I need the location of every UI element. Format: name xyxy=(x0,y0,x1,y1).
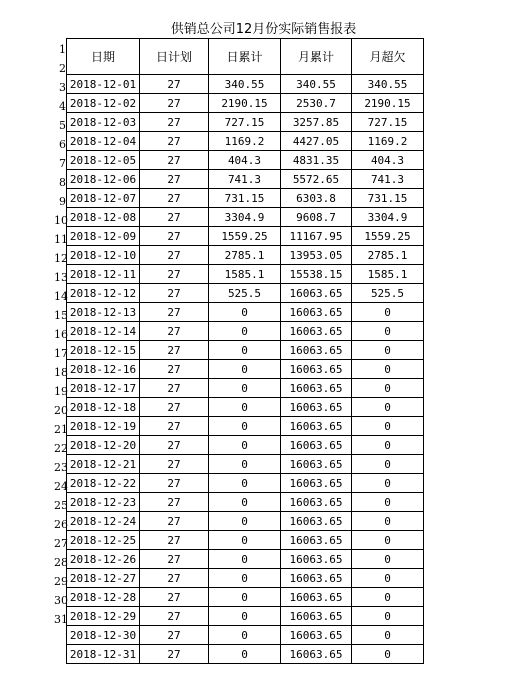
cell-daily-total[interactable]: 0 xyxy=(209,512,281,531)
cell-monthly-total[interactable]: 16063.65 xyxy=(281,607,352,626)
cell-monthly-total[interactable]: 16063.65 xyxy=(281,379,352,398)
header-date[interactable]: 日期 xyxy=(67,39,140,75)
cell-daily-total[interactable]: 0 xyxy=(209,341,281,360)
cell-monthly-total[interactable]: 16063.65 xyxy=(281,531,352,550)
cell-daily-plan[interactable]: 27 xyxy=(140,569,209,588)
cell-daily-plan[interactable]: 27 xyxy=(140,227,209,246)
cell-monthly-total[interactable]: 16063.65 xyxy=(281,588,352,607)
cell-daily-plan[interactable]: 27 xyxy=(140,417,209,436)
cell-monthly-variance[interactable]: 0 xyxy=(352,341,424,360)
cell-monthly-total[interactable]: 16063.65 xyxy=(281,417,352,436)
cell-monthly-total[interactable]: 16063.65 xyxy=(281,474,352,493)
cell-monthly-total[interactable]: 4831.35 xyxy=(281,151,352,170)
cell-date[interactable]: 2018-12-25 xyxy=(67,531,140,550)
cell-monthly-variance[interactable]: 0 xyxy=(352,360,424,379)
cell-monthly-total[interactable]: 16063.65 xyxy=(281,398,352,417)
sales-table xyxy=(66,38,424,664)
cell-daily-plan[interactable]: 27 xyxy=(140,360,209,379)
cell-daily-total[interactable]: 0 xyxy=(209,417,281,436)
row-number: 3 xyxy=(59,81,66,94)
cell-date[interactable]: 2018-12-31 xyxy=(67,645,140,664)
cell-monthly-variance[interactable]: 0 xyxy=(352,417,424,436)
cell-daily-total[interactable]: 1169.2 xyxy=(209,132,281,151)
cell-daily-plan[interactable]: 27 xyxy=(140,303,209,322)
cell-monthly-total[interactable]: 16063.65 xyxy=(281,645,352,664)
row-number: 7 xyxy=(59,157,66,170)
cell-monthly-variance[interactable]: 0 xyxy=(352,512,424,531)
cell-date[interactable]: 2018-12-20 xyxy=(67,436,140,455)
table-row xyxy=(67,360,424,379)
table-row xyxy=(67,132,424,151)
cell-monthly-total[interactable]: 16063.65 xyxy=(281,512,352,531)
cell-monthly-total[interactable]: 16063.65 xyxy=(281,626,352,645)
cell-daily-total[interactable]: 2785.1 xyxy=(209,246,281,265)
cell-date[interactable]: 2018-12-03 xyxy=(67,113,140,132)
cell-monthly-total[interactable]: 3257.85 xyxy=(281,113,352,132)
row-number: 28 xyxy=(54,556,68,569)
row-number: 23 xyxy=(54,461,68,474)
cell-daily-plan[interactable]: 27 xyxy=(140,607,209,626)
table-row xyxy=(67,531,424,550)
cell-date[interactable]: 2018-12-14 xyxy=(67,322,140,341)
cell-monthly-total[interactable]: 4427.05 xyxy=(281,132,352,151)
cell-daily-plan[interactable]: 27 xyxy=(140,341,209,360)
cell-daily-total[interactable]: 1585.1 xyxy=(209,265,281,284)
row-number: 10 xyxy=(54,214,68,227)
row-number: 1 xyxy=(59,43,66,56)
header-monthly-variance[interactable]: 月超欠 xyxy=(352,39,424,75)
row-number: 26 xyxy=(54,518,68,531)
cell-monthly-variance[interactable]: 0 xyxy=(352,493,424,512)
cell-monthly-variance[interactable]: 0 xyxy=(352,303,424,322)
cell-monthly-total[interactable]: 9608.7 xyxy=(281,208,352,227)
cell-daily-plan[interactable]: 27 xyxy=(140,645,209,664)
cell-daily-plan[interactable]: 27 xyxy=(140,132,209,151)
cell-daily-total[interactable]: 0 xyxy=(209,569,281,588)
cell-daily-plan[interactable]: 27 xyxy=(140,189,209,208)
cell-monthly-total[interactable]: 16063.65 xyxy=(281,455,352,474)
row-number: 25 xyxy=(54,499,68,512)
row-number: 27 xyxy=(54,537,68,550)
cell-monthly-variance[interactable]: 0 xyxy=(352,436,424,455)
cell-daily-plan[interactable]: 27 xyxy=(140,379,209,398)
cell-daily-total[interactable]: 0 xyxy=(209,531,281,550)
table-row xyxy=(67,588,424,607)
cell-daily-plan[interactable]: 27 xyxy=(140,398,209,417)
table-row xyxy=(67,208,424,227)
cell-daily-total[interactable]: 0 xyxy=(209,379,281,398)
row-number: 11 xyxy=(54,233,68,246)
cell-daily-plan[interactable]: 27 xyxy=(140,284,209,303)
cell-date[interactable]: 2018-12-02 xyxy=(67,94,140,113)
header-monthly-total[interactable]: 月累计 xyxy=(281,39,352,75)
cell-daily-total[interactable]: 0 xyxy=(209,303,281,322)
cell-daily-plan[interactable]: 27 xyxy=(140,455,209,474)
row-number: 18 xyxy=(54,366,68,379)
cell-daily-plan[interactable]: 27 xyxy=(140,474,209,493)
table-row xyxy=(67,474,424,493)
cell-daily-total[interactable]: 0 xyxy=(209,474,281,493)
cell-daily-plan[interactable]: 27 xyxy=(140,246,209,265)
cell-daily-plan[interactable]: 27 xyxy=(140,113,209,132)
cell-daily-plan[interactable]: 27 xyxy=(140,626,209,645)
cell-monthly-variance[interactable]: 741.3 xyxy=(352,170,424,189)
table-row xyxy=(67,417,424,436)
row-number-column xyxy=(54,40,66,629)
cell-date[interactable]: 2018-12-29 xyxy=(67,607,140,626)
cell-monthly-variance[interactable]: 404.3 xyxy=(352,151,424,170)
row-number: 2 xyxy=(59,62,66,75)
cell-daily-total[interactable]: 340.55 xyxy=(209,75,281,94)
row-number: 30 xyxy=(54,594,68,607)
cell-date[interactable]: 2018-12-11 xyxy=(67,265,140,284)
table-row xyxy=(67,322,424,341)
row-number: 20 xyxy=(54,404,68,417)
cell-daily-total[interactable]: 0 xyxy=(209,607,281,626)
cell-daily-total[interactable]: 525.5 xyxy=(209,284,281,303)
cell-date[interactable]: 2018-12-06 xyxy=(67,170,140,189)
cell-daily-total[interactable]: 3304.9 xyxy=(209,208,281,227)
cell-monthly-total[interactable]: 15538.15 xyxy=(281,265,352,284)
cell-monthly-variance[interactable]: 2785.1 xyxy=(352,246,424,265)
cell-date[interactable]: 2018-12-23 xyxy=(67,493,140,512)
cell-date[interactable]: 2018-12-01 xyxy=(67,75,140,94)
cell-monthly-variance[interactable]: 0 xyxy=(352,645,424,664)
cell-date[interactable]: 2018-12-08 xyxy=(67,208,140,227)
cell-monthly-total[interactable]: 16063.65 xyxy=(281,341,352,360)
row-number: 16 xyxy=(54,328,68,341)
cell-monthly-total[interactable]: 16063.65 xyxy=(281,322,352,341)
cell-daily-total[interactable]: 727.15 xyxy=(209,113,281,132)
table-row xyxy=(67,170,424,189)
cell-monthly-variance[interactable]: 340.55 xyxy=(352,75,424,94)
cell-daily-total[interactable]: 0 xyxy=(209,360,281,379)
cell-date[interactable]: 2018-12-04 xyxy=(67,132,140,151)
table-row xyxy=(67,246,424,265)
cell-date[interactable]: 2018-12-21 xyxy=(67,455,140,474)
cell-monthly-total[interactable]: 5572.65 xyxy=(281,170,352,189)
cell-monthly-variance[interactable]: 731.15 xyxy=(352,189,424,208)
table-row xyxy=(67,493,424,512)
row-number: 13 xyxy=(54,271,68,284)
table-row xyxy=(67,341,424,360)
cell-monthly-total[interactable]: 16063.65 xyxy=(281,360,352,379)
cell-monthly-total[interactable]: 340.55 xyxy=(281,75,352,94)
table-row xyxy=(67,303,424,322)
cell-date[interactable]: 2018-12-27 xyxy=(67,569,140,588)
cell-monthly-total[interactable]: 13953.05 xyxy=(281,246,352,265)
cell-monthly-variance[interactable]: 2190.15 xyxy=(352,94,424,113)
cell-daily-total[interactable]: 2190.15 xyxy=(209,94,281,113)
cell-daily-total[interactable]: 0 xyxy=(209,550,281,569)
cell-daily-total[interactable]: 404.3 xyxy=(209,151,281,170)
cell-daily-plan[interactable]: 27 xyxy=(140,322,209,341)
cell-monthly-variance[interactable]: 0 xyxy=(352,322,424,341)
header-row xyxy=(67,39,424,75)
cell-monthly-total[interactable]: 16063.65 xyxy=(281,569,352,588)
cell-monthly-variance[interactable]: 0 xyxy=(352,531,424,550)
table-row xyxy=(67,626,424,645)
table-row xyxy=(67,550,424,569)
row-number: 31 xyxy=(54,613,68,626)
header-daily-total[interactable]: 日累计 xyxy=(209,39,281,75)
row-number: 12 xyxy=(54,252,68,265)
row-number: 14 xyxy=(54,290,68,303)
cell-monthly-variance[interactable]: 0 xyxy=(352,379,424,398)
row-number: 17 xyxy=(54,347,68,360)
table-row xyxy=(67,398,424,417)
row-number: 29 xyxy=(54,575,68,588)
table-row xyxy=(67,151,424,170)
table-row xyxy=(67,436,424,455)
cell-date[interactable]: 2018-12-10 xyxy=(67,246,140,265)
table-row xyxy=(67,569,424,588)
cell-date[interactable]: 2018-12-09 xyxy=(67,227,140,246)
cell-daily-plan[interactable]: 27 xyxy=(140,531,209,550)
cell-daily-plan[interactable]: 27 xyxy=(140,493,209,512)
cell-monthly-variance[interactable]: 1169.2 xyxy=(352,132,424,151)
header-daily-plan[interactable]: 日计划 xyxy=(140,39,209,75)
cell-monthly-variance[interactable]: 525.5 xyxy=(352,284,424,303)
cell-daily-plan[interactable]: 27 xyxy=(140,75,209,94)
cell-date[interactable]: 2018-12-15 xyxy=(67,341,140,360)
cell-monthly-variance[interactable]: 727.15 xyxy=(352,113,424,132)
row-number: 6 xyxy=(59,138,66,151)
cell-date[interactable]: 2018-12-22 xyxy=(67,474,140,493)
cell-date[interactable]: 2018-12-05 xyxy=(67,151,140,170)
cell-monthly-variance[interactable]: 0 xyxy=(352,398,424,417)
row-number: 8 xyxy=(59,176,66,189)
cell-date[interactable]: 2018-12-19 xyxy=(67,417,140,436)
cell-daily-total[interactable]: 741.3 xyxy=(209,170,281,189)
table-row xyxy=(67,94,424,113)
cell-daily-total[interactable]: 0 xyxy=(209,436,281,455)
table-row xyxy=(67,607,424,626)
row-number: 4 xyxy=(59,100,66,113)
cell-monthly-variance[interactable]: 0 xyxy=(352,569,424,588)
cell-monthly-total[interactable]: 16063.65 xyxy=(281,284,352,303)
table-row xyxy=(67,227,424,246)
cell-monthly-total[interactable]: 16063.65 xyxy=(281,436,352,455)
cell-daily-total[interactable]: 0 xyxy=(209,398,281,417)
cell-daily-plan[interactable]: 27 xyxy=(140,151,209,170)
cell-monthly-variance[interactable]: 0 xyxy=(352,550,424,569)
cell-date[interactable]: 2018-12-12 xyxy=(67,284,140,303)
cell-date[interactable]: 2018-12-24 xyxy=(67,512,140,531)
table-row xyxy=(67,284,424,303)
cell-monthly-total[interactable]: 16063.65 xyxy=(281,303,352,322)
cell-date[interactable]: 2018-12-18 xyxy=(67,398,140,417)
cell-monthly-total[interactable]: 6303.8 xyxy=(281,189,352,208)
row-number: 21 xyxy=(54,423,68,436)
cell-date[interactable]: 2018-12-30 xyxy=(67,626,140,645)
cell-date[interactable]: 2018-12-07 xyxy=(67,189,140,208)
row-number: 22 xyxy=(54,442,68,455)
cell-daily-plan[interactable]: 27 xyxy=(140,512,209,531)
cell-monthly-variance[interactable]: 3304.9 xyxy=(352,208,424,227)
cell-daily-total[interactable]: 0 xyxy=(209,455,281,474)
cell-daily-total[interactable]: 0 xyxy=(209,626,281,645)
table-row xyxy=(67,265,424,284)
cell-date[interactable]: 2018-12-17 xyxy=(67,379,140,398)
cell-monthly-variance[interactable]: 0 xyxy=(352,607,424,626)
cell-monthly-total[interactable]: 2530.7 xyxy=(281,94,352,113)
cell-monthly-variance[interactable]: 0 xyxy=(352,588,424,607)
table-row xyxy=(67,113,424,132)
cell-monthly-variance[interactable]: 0 xyxy=(352,474,424,493)
table-row xyxy=(67,189,424,208)
cell-daily-total[interactable]: 731.15 xyxy=(209,189,281,208)
cell-daily-total[interactable]: 0 xyxy=(209,322,281,341)
table-row xyxy=(67,512,424,531)
cell-daily-plan[interactable]: 27 xyxy=(140,588,209,607)
table-row xyxy=(67,75,424,94)
cell-daily-plan[interactable]: 27 xyxy=(140,550,209,569)
cell-date[interactable]: 2018-12-28 xyxy=(67,588,140,607)
cell-monthly-total[interactable]: 11167.95 xyxy=(281,227,352,246)
cell-monthly-total[interactable]: 16063.65 xyxy=(281,550,352,569)
cell-monthly-variance[interactable]: 1585.1 xyxy=(352,265,424,284)
cell-daily-total[interactable]: 0 xyxy=(209,645,281,664)
cell-monthly-variance[interactable]: 0 xyxy=(352,626,424,645)
cell-monthly-variance[interactable]: 1559.25 xyxy=(352,227,424,246)
row-number: 9 xyxy=(59,195,66,208)
cell-daily-total[interactable]: 1559.25 xyxy=(209,227,281,246)
row-number: 19 xyxy=(54,385,68,398)
table-row xyxy=(67,379,424,398)
row-number: 24 xyxy=(54,480,68,493)
report-title: 供销总公司12月份实际销售报表 xyxy=(170,22,357,37)
cell-daily-plan[interactable]: 27 xyxy=(140,436,209,455)
row-number: 15 xyxy=(54,309,68,322)
cell-date[interactable]: 2018-12-13 xyxy=(67,303,140,322)
cell-daily-plan[interactable]: 27 xyxy=(140,170,209,189)
cell-monthly-variance[interactable]: 0 xyxy=(352,455,424,474)
table-row xyxy=(67,455,424,474)
cell-daily-plan[interactable]: 27 xyxy=(140,94,209,113)
cell-daily-total[interactable]: 0 xyxy=(209,588,281,607)
cell-date[interactable]: 2018-12-26 xyxy=(67,550,140,569)
cell-date[interactable]: 2018-12-16 xyxy=(67,360,140,379)
cell-daily-plan[interactable]: 27 xyxy=(140,208,209,227)
cell-daily-plan[interactable]: 27 xyxy=(140,265,209,284)
cell-monthly-total[interactable]: 16063.65 xyxy=(281,493,352,512)
cell-daily-total[interactable]: 0 xyxy=(209,493,281,512)
row-number: 5 xyxy=(59,119,66,132)
table-row xyxy=(67,645,424,664)
